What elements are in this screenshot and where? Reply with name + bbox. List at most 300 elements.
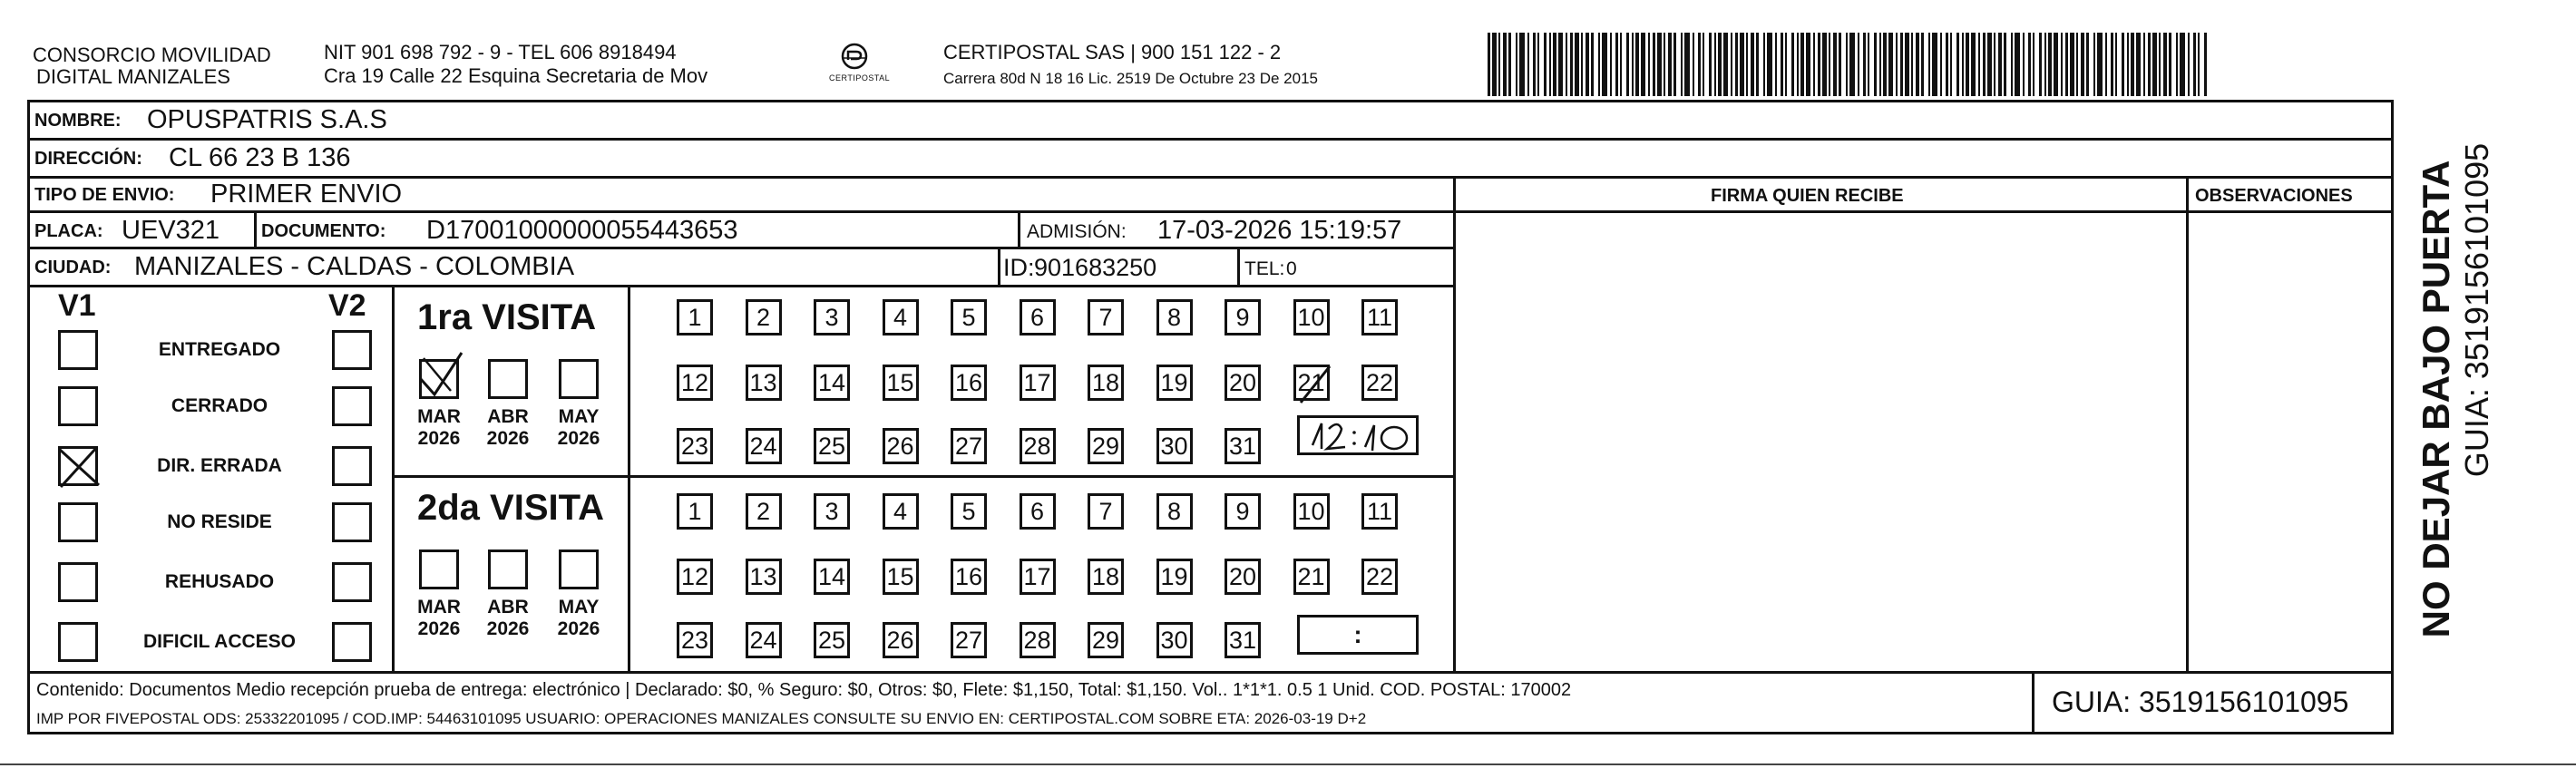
- day-box[interactable]: [1088, 493, 1124, 530]
- day-box[interactable]: [814, 493, 850, 530]
- day-box[interactable]: [1361, 493, 1398, 530]
- barcode-bar: [1684, 33, 1690, 96]
- barcode-bar: [2070, 33, 2074, 96]
- barcode-bar: [2131, 33, 2134, 96]
- barcode-bar: [2127, 33, 2129, 96]
- v1-heading: V1: [58, 288, 96, 323]
- day-number: 11: [1366, 497, 1393, 525]
- nombre-value: OPUSPATRIS S.A.S: [147, 105, 387, 134]
- day-number: 17: [1023, 562, 1051, 590]
- day-number: 10: [1297, 497, 1325, 525]
- month-checkbox[interactable]: [419, 549, 459, 589]
- day-box[interactable]: [677, 365, 713, 401]
- barcode-bar: [2039, 33, 2042, 96]
- day-box[interactable]: [746, 622, 782, 658]
- barcode-bar: [1549, 33, 1551, 96]
- barcode-bar: [1813, 33, 1815, 96]
- day-number: 16: [954, 562, 983, 590]
- barcode-bar: [1653, 33, 1655, 96]
- barcode-bar: [2044, 33, 2046, 96]
- day-box[interactable]: [1361, 365, 1398, 401]
- admision-value: 17-03-2026 15:19:57: [1157, 216, 1402, 245]
- barcode-bar: [1785, 33, 1787, 96]
- barcode-bar: [1591, 33, 1594, 96]
- day-box[interactable]: [746, 493, 782, 530]
- company-address: Cra 19 Calle 22 Esquina Secretaria de Mov: [324, 64, 708, 87]
- barcode-bar: [1987, 33, 1992, 96]
- v2-checkbox[interactable]: [332, 446, 372, 486]
- day-box[interactable]: [677, 622, 713, 658]
- barcode-bar: [1800, 33, 1804, 96]
- month-label: MAR 2026: [417, 597, 461, 640]
- month-label: MAR 2026: [417, 406, 461, 450]
- day-box[interactable]: [1361, 299, 1398, 336]
- certipostal-logo: CERTIPOSTAL: [827, 38, 882, 94]
- day-number: 24: [749, 626, 777, 654]
- barcode-bar: [1714, 33, 1716, 96]
- barcode-bar: [1916, 33, 1919, 96]
- barcode-bar: [1833, 33, 1837, 96]
- day-box[interactable]: [883, 299, 919, 336]
- day-number: 13: [749, 368, 777, 396]
- day-number: 5: [961, 303, 976, 331]
- day-box[interactable]: [1088, 365, 1124, 401]
- day-box[interactable]: [1156, 428, 1193, 464]
- v2-checkbox[interactable]: [332, 386, 372, 426]
- day-box[interactable]: [1293, 559, 1330, 595]
- day-box[interactable]: [814, 622, 850, 658]
- barcode-bar: [1791, 33, 1794, 96]
- day-number: 23: [680, 432, 709, 460]
- barcode-bar: [1868, 33, 1869, 96]
- barcode-bar: [1508, 33, 1511, 96]
- day-number: 25: [817, 432, 846, 460]
- day-box[interactable]: [1156, 493, 1193, 530]
- barcode-bar: [2163, 33, 2167, 96]
- handwritten-time: [1300, 418, 1416, 454]
- day-number: 30: [1160, 432, 1188, 460]
- barcode-bar: [1829, 33, 1830, 96]
- barcode-bar: [1822, 33, 1827, 96]
- day-number: 25: [817, 626, 846, 654]
- barcode-bar: [1956, 33, 1959, 96]
- day-box[interactable]: [1088, 299, 1124, 336]
- barcode-bar: [1756, 33, 1759, 96]
- direccion-value: CL 66 23 B 136: [169, 143, 351, 172]
- barcode-bar: [2204, 33, 2207, 96]
- observaciones-area[interactable]: [2191, 218, 2391, 666]
- footer-guia: GUIA: 3519156101095: [2052, 686, 2349, 718]
- day-box[interactable]: [1020, 428, 1056, 464]
- day-number: 22: [1365, 562, 1394, 590]
- barcode-bar: [1751, 33, 1754, 96]
- barcode-bar: [1558, 33, 1563, 96]
- barcode-bar: [2188, 33, 2190, 96]
- barcode-bar: [1797, 33, 1799, 96]
- barcode-bar: [2093, 33, 2095, 96]
- documento-label: DOCUMENTO:: [261, 221, 386, 241]
- barcode-bar: [1681, 33, 1683, 96]
- barcode-bar: [2086, 33, 2089, 96]
- barcode-bar: [1586, 33, 1589, 96]
- day-box[interactable]: [746, 299, 782, 336]
- day-box[interactable]: [1225, 622, 1261, 658]
- day-number: 15: [886, 368, 914, 396]
- barcode-bar: [2136, 33, 2141, 96]
- day-box[interactable]: [1293, 493, 1330, 530]
- barcode-bar: [2076, 33, 2078, 96]
- barcode-bar: [2061, 33, 2063, 96]
- day-box[interactable]: [1088, 622, 1124, 658]
- barcode-bar: [2011, 33, 2013, 96]
- day-number: 14: [817, 368, 846, 396]
- barcode-bar: [1818, 33, 1820, 96]
- ciudad-value: MANIZALES - CALDAS - COLOMBIA: [134, 252, 575, 281]
- day-box[interactable]: [951, 493, 987, 530]
- barcode-bar: [1928, 33, 1930, 96]
- footer-print-line: IMP POR FIVEPOSTAL ODS: 25332201095 / COD.IMP: 54463101095 USUARIO: OPERACIONES MANIZALES CONSULTE SU ENVIO EN: CERTIPOSTAL.COM SOBRE ETA: 2026-03-19 D+2: [36, 710, 1367, 727]
- day-number: 1: [688, 303, 702, 331]
- barcode-bar: [1731, 33, 1732, 96]
- barcode-bar: [1566, 33, 1567, 96]
- barcode-bar: [2004, 33, 2006, 96]
- day-number: 13: [749, 562, 777, 590]
- barcode-bar: [1921, 33, 1924, 96]
- option-label: REHUSADO: [164, 571, 275, 592]
- barcode-bar: [1598, 33, 1600, 96]
- barcode-bar: [1657, 33, 1662, 96]
- day-box[interactable]: [1020, 622, 1056, 658]
- option-label: ENTREGADO: [158, 339, 281, 360]
- barcode-bar: [2152, 33, 2157, 96]
- time-separator: :: [1353, 620, 1362, 648]
- barcode-bar: [1723, 33, 1728, 96]
- first-visit-time[interactable]: [1297, 415, 1419, 455]
- day-number: 29: [1091, 626, 1120, 654]
- day-number: 31: [1228, 432, 1257, 460]
- v1-checkbox[interactable]: [58, 502, 98, 542]
- barcode-bar: [1775, 33, 1777, 96]
- barcode-bar: [2176, 33, 2178, 96]
- tel-label: TEL:: [1244, 258, 1285, 279]
- barcode-bar: [2015, 33, 2020, 96]
- barcode-bar: [2054, 33, 2058, 96]
- barcode-bar: [1900, 33, 1903, 96]
- barcode-bar: [1735, 33, 1738, 96]
- barcode-bar: [1879, 33, 1881, 96]
- day-box[interactable]: [1156, 299, 1193, 336]
- barcode-bar: [1946, 33, 1948, 96]
- day-box[interactable]: [1225, 559, 1261, 595]
- day-number: 4: [893, 303, 908, 331]
- day-box[interactable]: [814, 299, 850, 336]
- day-box[interactable]: [677, 299, 713, 336]
- barcode-bar: [1615, 33, 1618, 96]
- day-number: 9: [1235, 497, 1250, 525]
- v1-checkbox[interactable]: [58, 562, 98, 602]
- day-box[interactable]: [746, 559, 782, 595]
- second-visit-heading: 2da VISITA: [417, 488, 604, 528]
- barcode-bar: [1537, 33, 1539, 96]
- barcode-bar: [1519, 33, 1525, 96]
- day-box[interactable]: [1020, 365, 1056, 401]
- day-number: 2: [756, 303, 771, 331]
- placa-label: PLACA:: [34, 221, 103, 241]
- barcode-bar: [1905, 33, 1909, 96]
- day-box[interactable]: [1156, 622, 1193, 658]
- day-box[interactable]: [814, 428, 850, 464]
- day-box[interactable]: [1156, 365, 1193, 401]
- day-number: 12: [680, 368, 709, 396]
- option-label: DIFICIL ACCESO: [142, 631, 296, 652]
- day-number: 19: [1160, 368, 1188, 396]
- barcode-bar: [1858, 33, 1859, 96]
- day-box[interactable]: [883, 428, 919, 464]
- day-number: 14: [817, 562, 846, 590]
- day-number: 31: [1228, 626, 1257, 654]
- month-label: MAY 2026: [557, 406, 600, 450]
- barcode-bar: [1698, 33, 1701, 96]
- barcode-bar: [1693, 33, 1694, 96]
- barcode-bar: [1626, 33, 1629, 96]
- day-number: 7: [1098, 303, 1113, 331]
- day-number: 5: [961, 497, 976, 525]
- barcode-bar: [1492, 33, 1497, 96]
- tel-value: 0: [1286, 258, 1297, 279]
- barcode-bar: [1544, 33, 1547, 96]
- barcode-bar: [1570, 33, 1573, 96]
- month-label: MAY 2026: [557, 597, 600, 640]
- v1-checkbox[interactable]: [58, 330, 98, 370]
- ciudad-label: CIUDAD:: [34, 258, 112, 277]
- barcode-bar: [1767, 33, 1772, 96]
- company-name-line1: CONSORCIO MOVILIDAD: [33, 44, 271, 66]
- day-number: 20: [1228, 368, 1257, 396]
- day-box[interactable]: [1020, 493, 1056, 530]
- id-value: 901683250: [1034, 254, 1157, 281]
- month-checkbox[interactable]: [488, 549, 528, 589]
- day-box[interactable]: [1225, 365, 1261, 401]
- first-visit-heading: 1ra VISITA: [417, 297, 597, 337]
- admision-label: ADMISIÓN:: [1027, 221, 1127, 242]
- barcode-bar: [1998, 33, 2002, 96]
- day-number: 6: [1029, 303, 1045, 331]
- barcode-bar: [2143, 33, 2145, 96]
- barcode-bar: [1620, 33, 1622, 96]
- barcode-bar: [2105, 33, 2107, 96]
- barcode-bar: [1846, 33, 1848, 96]
- day-box[interactable]: [951, 365, 987, 401]
- barcode-bar: [1883, 33, 1887, 96]
- month-label: ABR 2026: [486, 597, 530, 640]
- barcode-bar: [1978, 33, 1980, 96]
- day-number: 6: [1029, 497, 1045, 525]
- day-number: 11: [1366, 303, 1393, 331]
- barcode-bar: [2159, 33, 2161, 96]
- barcode-bar: [1940, 33, 1942, 96]
- barcode-bar: [2169, 33, 2171, 96]
- day-number: 18: [1091, 562, 1120, 590]
- tipo-envio-value: PRIMER ENVIO: [210, 180, 403, 209]
- day-box[interactable]: [951, 559, 987, 595]
- barcode-bar: [1648, 33, 1650, 96]
- v1-checkbox[interactable]: [58, 446, 98, 486]
- barcode-bar: [1488, 33, 1490, 96]
- month-checkbox[interactable]: [419, 359, 459, 399]
- day-number: 22: [1365, 368, 1394, 396]
- day-box[interactable]: [951, 428, 987, 464]
- barcode-bar: [1740, 33, 1744, 96]
- barcode-bar: [1874, 33, 1877, 96]
- day-number: 8: [1166, 303, 1182, 331]
- month-checkbox[interactable]: [559, 549, 599, 589]
- day-box[interactable]: [677, 559, 713, 595]
- day-box[interactable]: [677, 428, 713, 464]
- observaciones-heading: OBSERVACIONES: [2195, 186, 2353, 206]
- option-label: DIR. ERRADA: [157, 455, 282, 476]
- v2-checkbox[interactable]: [332, 622, 372, 662]
- day-number: 23: [680, 626, 709, 654]
- day-box[interactable]: [1225, 428, 1261, 464]
- day-number: 12: [680, 562, 709, 590]
- day-box[interactable]: [1088, 428, 1124, 464]
- day-number: 17: [1023, 368, 1051, 396]
- day-number: 18: [1091, 368, 1120, 396]
- barcode-bar: [2028, 33, 2031, 96]
- barcode-bar: [1888, 33, 1893, 96]
- barcode-bar: [1839, 33, 1841, 96]
- day-number: 15: [886, 562, 914, 590]
- day-number: 21: [1297, 368, 1325, 396]
- day-box[interactable]: [814, 365, 850, 401]
- documento-value: D17001000000055443653: [426, 216, 738, 245]
- day-box[interactable]: [951, 622, 987, 658]
- nombre-label: NOMBRE:: [34, 111, 122, 131]
- day-box[interactable]: [1020, 559, 1056, 595]
- day-number: 9: [1235, 303, 1250, 331]
- id-label: ID:: [1003, 254, 1035, 281]
- day-number: 7: [1098, 497, 1113, 525]
- day-number: 28: [1023, 626, 1051, 654]
- v2-checkbox[interactable]: [332, 562, 372, 602]
- barcode-bar: [2180, 33, 2185, 96]
- bottom-edge-line: [0, 763, 2576, 765]
- day-box[interactable]: [1293, 299, 1330, 336]
- barcode-bar: [1581, 33, 1583, 96]
- v1-checkbox[interactable]: [58, 386, 98, 426]
- barcode-bar: [1950, 33, 1952, 96]
- barcode-bar: [1863, 33, 1866, 96]
- barcode-bar: [1781, 33, 1783, 96]
- day-number: 3: [825, 303, 839, 331]
- day-number: 8: [1166, 497, 1182, 525]
- day-box[interactable]: [883, 559, 919, 595]
- day-box[interactable]: [814, 559, 850, 595]
- day-number: 10: [1297, 303, 1325, 331]
- barcode-bar: [1718, 33, 1722, 96]
- day-number: 29: [1091, 432, 1120, 460]
- day-box[interactable]: [746, 428, 782, 464]
- day-box[interactable]: [1156, 559, 1193, 595]
- courier-license: Carrera 80d N 18 16 Lic. 2519 De Octubre 23 De 2015: [943, 70, 1318, 87]
- second-visit-time[interactable]: [1297, 615, 1419, 655]
- no-dejar-bajo-puerta: NO DEJAR BAJO PUERTA: [2415, 160, 2457, 638]
- barcode-bar: [1503, 33, 1507, 96]
- barcode-bar: [1703, 33, 1704, 96]
- barcode-bar: [1962, 33, 1964, 96]
- barcode-bar: [2198, 33, 2200, 96]
- v2-checkbox[interactable]: [332, 502, 372, 542]
- day-number: 2: [756, 497, 771, 525]
- barcode-bar: [1527, 33, 1529, 96]
- day-number: 4: [893, 497, 908, 525]
- barcode-bar: [1516, 33, 1517, 96]
- barcode-bar: [1806, 33, 1810, 96]
- day-box[interactable]: [1225, 493, 1261, 530]
- day-box[interactable]: [951, 299, 987, 336]
- footer-content-line: Contenido: Documentos Medio recepción prueba de entrega: electrónico | Declarado: $0, % Seguro: $0, Otros: $0, Flete: $1,150, Total: $1,150. Vol.. 1*1*1. 0.5 1 Unid. COD. POSTAL: 170002: [36, 680, 1572, 700]
- barcode-bar: [1664, 33, 1665, 96]
- barcode-bar: [1533, 33, 1536, 96]
- day-box[interactable]: [1361, 559, 1398, 595]
- day-box[interactable]: [883, 365, 919, 401]
- day-number: 19: [1160, 562, 1188, 590]
- barcode-bar: [1932, 33, 1937, 96]
- day-number: 26: [886, 432, 914, 460]
- tipo-envio-label: TIPO DE ENVIO:: [34, 185, 175, 205]
- barcode: [1488, 33, 2213, 96]
- day-box[interactable]: [1088, 559, 1124, 595]
- month-checkbox[interactable]: [488, 359, 528, 399]
- option-label: NO RESIDE: [167, 511, 272, 532]
- barcode-bar: [1498, 33, 1500, 96]
- day-box[interactable]: [883, 493, 919, 530]
- barcode-bar: [1994, 33, 1995, 96]
- company-name-line2: DIGITAL MANIZALES: [36, 65, 230, 88]
- barcode-bar: [1553, 33, 1556, 96]
- barcode-bar: [1635, 33, 1639, 96]
- barcode-bar: [2023, 33, 2025, 96]
- barcode-bar: [2097, 33, 2103, 96]
- day-box[interactable]: [1293, 365, 1330, 401]
- barcode-bar: [1673, 33, 1676, 96]
- day-box[interactable]: [746, 365, 782, 401]
- v2-checkbox[interactable]: [332, 330, 372, 370]
- barcode-bar: [2065, 33, 2068, 96]
- month-checkbox[interactable]: [559, 359, 599, 399]
- barcode-bar: [1966, 33, 1969, 96]
- barcode-bar: [1849, 33, 1855, 96]
- barcode-bar: [1641, 33, 1645, 96]
- day-box[interactable]: [677, 493, 713, 530]
- day-number: 30: [1160, 626, 1188, 654]
- barcode-bar: [2048, 33, 2052, 96]
- v1-checkbox[interactable]: [58, 622, 98, 662]
- barcode-bar: [2115, 33, 2117, 96]
- day-box[interactable]: [883, 622, 919, 658]
- barcode-bar: [2122, 33, 2124, 96]
- day-box[interactable]: [1020, 299, 1056, 336]
- day-box[interactable]: [1225, 299, 1261, 336]
- firma-area[interactable]: [1471, 218, 2179, 666]
- direccion-label: DIRECCIÓN:: [34, 149, 142, 169]
- company-nit: NIT 901 698 792 - 9 - TEL 606 8918494: [324, 41, 677, 63]
- month-label: ABR 2026: [486, 406, 530, 450]
- day-number: 24: [749, 432, 777, 460]
- barcode-bar: [1575, 33, 1579, 96]
- barcode-bar: [1983, 33, 1986, 96]
- barcode-bar: [2081, 33, 2084, 96]
